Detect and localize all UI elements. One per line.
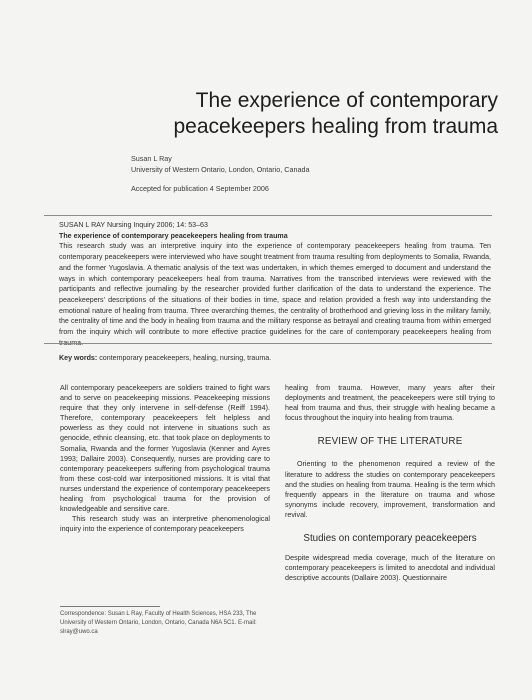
keywords — [59, 353, 491, 364]
keywords-label: Key words: — [59, 354, 98, 363]
abstract-bottom-rule — [44, 343, 492, 344]
right-column — [285, 383, 495, 583]
abstract-title: The experience of contemporary peacekeepers healing from trauma — [59, 231, 288, 240]
abstract-body: This research study was an interpretive inquiry into the experience of contemporary peacekeepers healing from trauma. Ten contemporary peacekeepers were interviewed who have sought treatment from trauma resulting from deployments to Somalia, Rwanda, and the former Yugoslavia. A thematic analysis of the text was undertaken, in which themes emerged to document and understand the ways in which contemporary peacekeepers heal from trauma. Narratives from the transcribed interviews were reviewed with the participants and reflective journaling by the researcher provided further clarification of the data to understand the experience. The peacekeepers' descriptions of the situations of their bodies in time, space and relation provided a fresh way into understanding the emotional nature of healing from trauma. Three overarching themes, the centrality of brotherhood and grieving loss in the military family, the centrality of time and the body in healing from trauma and the military response as betrayal and creating trauma from within emerged from the inquiry which will contribute to more effective practice guidelines for the care of contemporary peacekeepers healing from — [59, 242, 491, 337]
left-column — [60, 383, 270, 534]
body-paragraph: This research study was an interpretive phenomenological inquiry into the experience of contemporary peacekeepers — [60, 515, 270, 534]
body-paragraph: Orienting to the phenomenon required a review of the literature to address the studies on contemporary peacekeepers and the studies on healing from trauma. Healing is the term which frequently appears in the literature on trauma and whose synonyms include recovery, improvement, transformation and revival. — [285, 460, 495, 519]
author-name: Susan L Ray — [131, 154, 172, 163]
author-affiliation: University of Western Ontario, London, Ontario, Canada — [131, 164, 310, 174]
body-paragraph: healing from trauma. However, many years after their deployments and treatment, the peacekeepers were still trying to heal from trauma and thus, their struggle with healing became a focus throughout the inquiry into healing from trauma. — [285, 384, 495, 423]
keywords-list: contemporary peacekeepers, healing, nursing, trauma. — [97, 354, 272, 363]
byline — [131, 154, 491, 195]
subsection-heading: Studies on contemporary peacekeepers — [303, 533, 477, 545]
article-title-line-2: peacekeepers healing from trauma — [173, 115, 498, 138]
article-title-line-1: The experience of contemporary — [195, 89, 498, 112]
accepted-date: Accepted for publication 4 September 2006 — [131, 184, 269, 193]
footnote-rule — [60, 606, 160, 607]
article-title — [60, 88, 498, 140]
correspondence-footnote: Correspondence: Susan L Ray, Faculty of Health Sciences, HSA 233, The University of Western Ontario, London, Ontario, Canada N6A 5C1. E-mail: slray@uwo.ca — [60, 611, 257, 635]
section-heading: REVIEW OF THE LITERATURE — [317, 436, 463, 448]
abstract-citation: SUSAN L RAY Nursing Inquiry 2006; 14: 53–63 — [59, 221, 208, 229]
body-paragraph: All contemporary peacekeepers are soldiers trained to fight wars and to serve on peacekeeping missions. Peacekeeping missions require that they only intervene in self-defense (Reiff 1994). Therefore, contemporary peacekeepers felt helpless and powerless as they could not intervene in situations such as genocide, ethnic cleansing, etc. that took place on deployments to Somalia, Rwanda and the former Yugoslavia (Kenner and Ayres 1993; Dallaire 2003). Consequently, nurses are providing care to contemporary peacekeepers suffering from psychological trauma from these cost-cold war interpositioned missions. It is vital that nurses understand the experience of contemporary peacekeepers healing from psychological trauma for the provision of knowledgeable and sensitive care. — [60, 384, 270, 514]
body-paragraph: Despite widespread media coverage, much of the literature on contemporary peacekeepers is limited to anecdotal and individual descriptive accounts (Dallaire 2003). Questionnaire — [285, 554, 495, 583]
abstract-top-rule — [44, 215, 492, 216]
